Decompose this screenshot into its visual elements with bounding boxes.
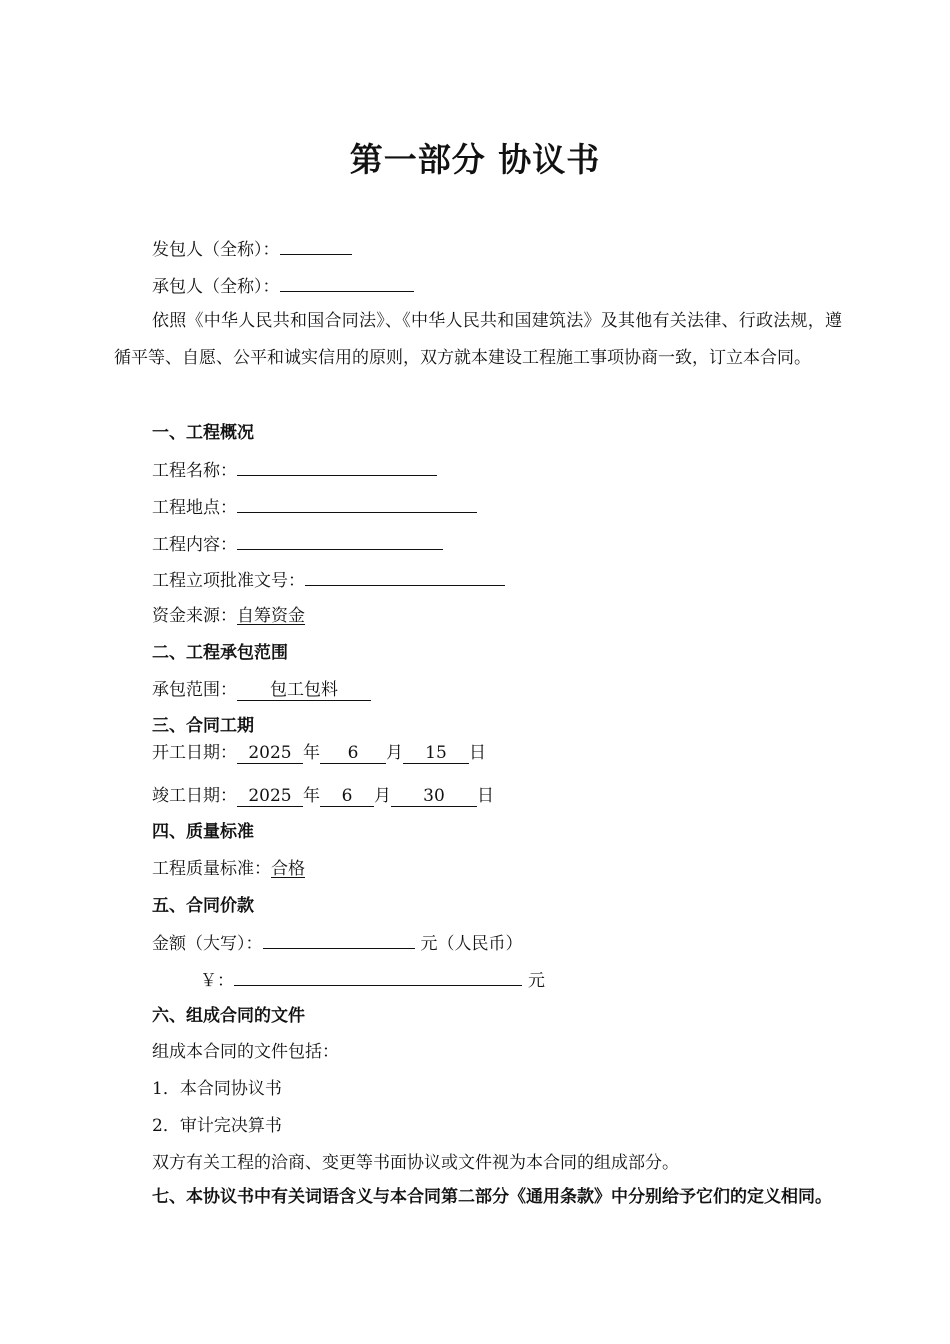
amount-figures-blank[interactable]: [234, 967, 522, 986]
amount-words-line: [152, 930, 523, 956]
end-day-unit: 日: [477, 786, 494, 806]
start-year-unit: 年: [303, 743, 320, 763]
amount-figures-line: [200, 967, 545, 993]
scope-label: 承包范围：: [152, 680, 237, 700]
project-location-blank[interactable]: [237, 494, 477, 513]
end-month: 6: [320, 786, 374, 807]
document-item-1: 1．本合同协议书: [152, 1079, 282, 1099]
section-6-heading: 六、组成合同的文件: [152, 1006, 305, 1026]
yen-suffix: 元: [528, 971, 545, 991]
contractor-blank[interactable]: [280, 273, 414, 292]
start-day: 15: [403, 743, 469, 764]
start-year: 2025: [237, 743, 303, 764]
project-name-blank[interactable]: [237, 457, 437, 476]
employer-line: [152, 236, 352, 262]
documents-intro: 组成本合同的文件包括：: [152, 1042, 339, 1062]
approval-number-label: 工程立项批准文号：: [152, 571, 305, 591]
contractor-label: 承包人（全称）：: [152, 277, 280, 297]
end-year-unit: 年: [303, 786, 320, 806]
end-day: 30: [391, 786, 477, 807]
scope-value: 包工包料: [237, 680, 371, 701]
funding-value: 自筹资金: [237, 606, 305, 626]
project-location-line: [152, 494, 477, 520]
contractor-line: [152, 273, 414, 299]
start-month: 6: [320, 743, 386, 764]
project-name-line: [152, 457, 437, 483]
end-year: 2025: [237, 786, 303, 807]
section-7-text: 七、本协议书中有关词语含义与本合同第二部分《通用条款》中分别给予它们的定义相同。: [152, 1187, 832, 1207]
section-2-heading: 二、工程承包范围: [152, 643, 288, 663]
section-1-heading: 一、工程概况: [152, 423, 254, 443]
funding-line: [152, 604, 305, 628]
project-content-label: 工程内容：: [152, 535, 237, 555]
end-month-unit: 月: [374, 786, 391, 806]
section-5-heading: 五、合同价款: [152, 896, 254, 916]
employer-blank[interactable]: [280, 236, 352, 255]
documents-note: 双方有关工程的洽商、变更等书面协议或文件视为本合同的组成部分。: [152, 1153, 679, 1173]
project-content-blank[interactable]: [237, 531, 443, 550]
start-date-line: [152, 741, 486, 765]
yen-label: ￥：: [200, 971, 234, 991]
project-content-line: [152, 531, 443, 557]
end-date-label: 竣工日期：: [152, 786, 237, 806]
start-day-unit: 日: [469, 743, 486, 763]
project-name-label: 工程名称：: [152, 461, 237, 481]
intro-paragraph: 依照《中华人民共和国合同法》、《中华人民共和国建筑法》及其他有关法律、行政法规，遵循平等、自愿、公平和诚实信用的原则，双方就本建设工程施工事项协商一致，订立本合同。: [114, 311, 842, 368]
quality-value: 合格: [271, 859, 305, 879]
amount-words-blank[interactable]: [263, 930, 415, 949]
start-month-unit: 月: [386, 743, 403, 763]
start-date-label: 开工日期：: [152, 743, 237, 763]
page-title: 第一部分 协议书: [349, 140, 601, 179]
funding-label: 资金来源：: [152, 606, 237, 626]
document-item-2: 2．审计完决算书: [152, 1116, 282, 1136]
scope-line: [152, 678, 371, 702]
approval-number-blank[interactable]: [305, 567, 505, 586]
employer-label: 发包人（全称）：: [152, 240, 280, 260]
quality-line: [152, 857, 305, 881]
approval-number-line: [152, 567, 505, 593]
amount-words-suffix: 元（人民币）: [420, 934, 523, 954]
project-location-label: 工程地点：: [152, 498, 237, 518]
amount-words-label: 金额（大写）：: [152, 934, 263, 954]
end-date-line: [152, 784, 494, 808]
section-3-heading: 三、合同工期: [152, 716, 254, 736]
section-4-heading: 四、质量标准: [152, 822, 254, 842]
quality-label: 工程质量标准：: [152, 859, 271, 879]
